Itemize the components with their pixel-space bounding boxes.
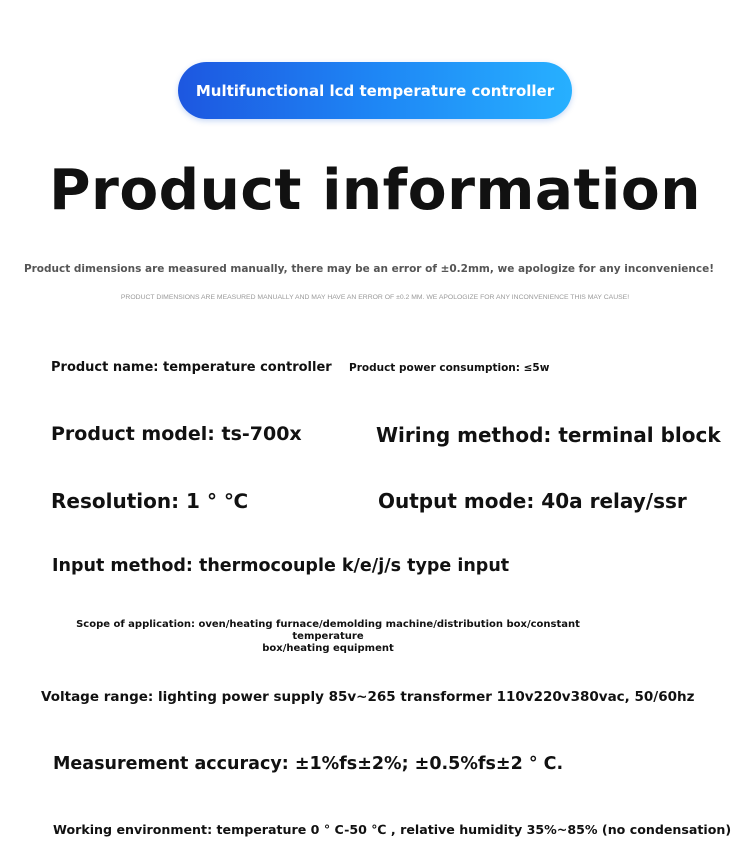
spec-output-mode: Output mode: 40a relay/ssr — [378, 489, 687, 513]
spec-input-method: Input method: thermocouple k/e/j/s type input — [52, 556, 510, 576]
scope-line-2: box/heating equipment — [262, 643, 394, 654]
measurement-disclaimer-uppercase: PRODUCT DIMENSIONS ARE MEASURED MANUALLY AND MAY HAVE AN ERROR OF ±0.2 MM. WE APOLOGIZE FOR ANY INCONVENIENCE THIS MAY CAUSE! — [120, 294, 630, 301]
measurement-disclaimer: Product dimensions are measured manually, there may be an error of ±0.2mm, we apologize for any inconvenience! — [23, 263, 715, 275]
spec-resolution: Resolution: 1 ° ℃ — [51, 489, 249, 513]
scope-line-1: Scope of application: oven/heating furnace/demolding machine/distribution box/constant temperature — [76, 619, 580, 642]
spec-product-name: Product name: temperature controller — [51, 360, 332, 375]
page-title: Product information — [49, 158, 701, 223]
spec-power-consumption: Product power consumption: ≤5w — [349, 362, 550, 374]
spec-wiring-method: Wiring method: terminal block — [376, 423, 721, 447]
spec-working-environment: Working environment: temperature 0 ° C-50 ℃ , relative humidity 35%~85% (no condensation) — [53, 822, 732, 837]
spec-scope-of-application — [48, 619, 608, 655]
spec-measurement-accuracy: Measurement accuracy: ±1%fs±2%; ±0.5%fs±2 ° C. — [53, 754, 564, 774]
banner-label: Multifunctional lcd temperature controller — [195, 81, 555, 100]
product-category-banner — [178, 62, 572, 119]
spec-product-model: Product model: ts-700x — [51, 423, 302, 445]
spec-voltage-range: Voltage range: lighting power supply 85v~265 transformer 110v220v380vac, 50/60hz — [41, 689, 695, 705]
